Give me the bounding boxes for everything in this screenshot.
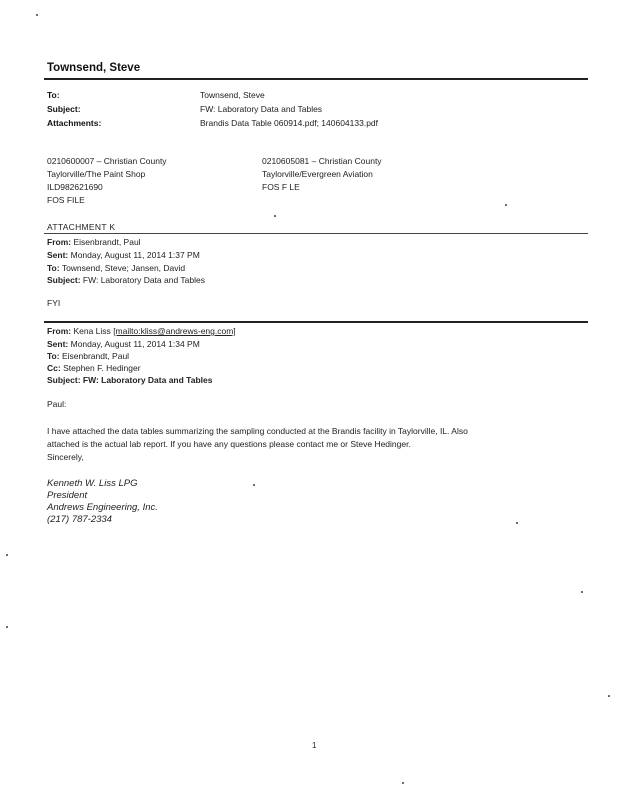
forward2-from-email-link[interactable]: [mailto:kliss@andrews-eng.com] <box>113 326 236 336</box>
forward1-to-line <box>47 263 185 273</box>
forward1-rule <box>44 233 588 234</box>
message-greeting: Paul: <box>47 399 67 409</box>
forward1-subject-value: FW: Laboratory Data and Tables <box>82 275 205 285</box>
forward2-cc-value: Stephen F. Hedinger <box>63 363 141 373</box>
scan-speck <box>6 626 8 628</box>
site-left-line3: ILD982621690 <box>47 182 103 192</box>
signature-phone: (217) 787-2334 <box>47 514 112 525</box>
forward1-from-value: Eisenbrandt, Paul <box>73 237 141 247</box>
forward1-from-line <box>47 237 141 247</box>
forward2-from-line <box>47 326 236 336</box>
message-line2: attached is the actual lab report. If you have any questions please contact me or Steve Hedinger. <box>47 439 411 449</box>
forward2-subject-value: FW: Laboratory Data and Tables <box>82 375 213 385</box>
site-right-line1: 0210605081 – Christian County <box>262 156 382 166</box>
message-line1: I have attached the data tables summarizing the sampling conducted at the Brandis facility in Taylorville, IL. Also <box>47 426 468 436</box>
forward1-to-value: Townsend, Steve; Jansen, David <box>61 263 186 273</box>
forward1-subject-line <box>47 275 205 285</box>
scan-speck <box>6 554 8 556</box>
scan-speck <box>274 215 276 217</box>
forward2-to-line <box>47 351 129 361</box>
scan-speck <box>402 782 404 784</box>
forward1-sent-label: Sent: <box>47 250 69 260</box>
forward1-body: FYI <box>47 298 61 308</box>
page-number: 1 <box>312 741 317 750</box>
scan-speck <box>581 591 583 593</box>
forward2-sent-line <box>47 339 200 349</box>
attachments-value: Brandis Data Table 060914.pdf; 140604133.pdf <box>200 118 379 128</box>
to-value: Townsend, Steve <box>200 90 265 100</box>
attachment-note: ATTACHMENT K <box>47 222 116 232</box>
site-left-line4: FOS FILE <box>47 195 85 205</box>
subject-value: FW: Laboratory Data and Tables <box>200 104 323 114</box>
forward2-from-label: From: <box>47 326 72 336</box>
forward1-from-label: From: <box>47 237 72 247</box>
scan-speck <box>36 14 38 16</box>
to-label: To: <box>47 90 60 100</box>
forward2-sent-label: Sent: <box>47 339 69 349</box>
scan-speck <box>253 484 255 486</box>
forward1-sent-value: Monday, August 11, 2014 1:37 PM <box>70 250 200 260</box>
signature-title: President <box>47 490 88 501</box>
scan-speck <box>516 522 518 524</box>
forward1-sent-line <box>47 250 200 260</box>
site-left-line1: 0210600007 – Christian County <box>47 156 167 166</box>
forward2-sent-value: Monday, August 11, 2014 1:34 PM <box>70 339 200 349</box>
scan-speck <box>608 695 610 697</box>
forward2-from-name: Kena Liss <box>73 326 111 336</box>
site-right-line2: Taylorville/Evergreen Aviation <box>262 169 373 179</box>
subject-label: Subject: <box>47 104 81 114</box>
message-closing: Sincerely, <box>47 452 84 462</box>
forward2-subject-line <box>47 375 212 385</box>
forward1-subject-label: Subject: <box>47 275 81 285</box>
site-left-line2: Taylorville/The Paint Shop <box>47 169 146 179</box>
sender-name: Townsend, Steve <box>47 62 141 74</box>
header-rule <box>44 78 588 80</box>
forward2-subject-label: Subject: <box>47 375 81 385</box>
forward1-to-label: To: <box>47 263 60 273</box>
forward2-to-value: Eisenbrandt, Paul <box>61 351 130 361</box>
forward2-to-label: To: <box>47 351 60 361</box>
forward2-cc-label: Cc: <box>47 363 61 373</box>
signature-name: Kenneth W. Liss LPG <box>47 478 138 489</box>
forward2-rule <box>44 321 588 323</box>
forward2-cc-line <box>47 363 141 373</box>
site-right-line3: FOS F LE <box>262 182 300 192</box>
scan-speck <box>505 204 507 206</box>
attachments-label: Attachments: <box>47 118 102 128</box>
signature-company: Andrews Engineering, Inc. <box>47 502 158 513</box>
